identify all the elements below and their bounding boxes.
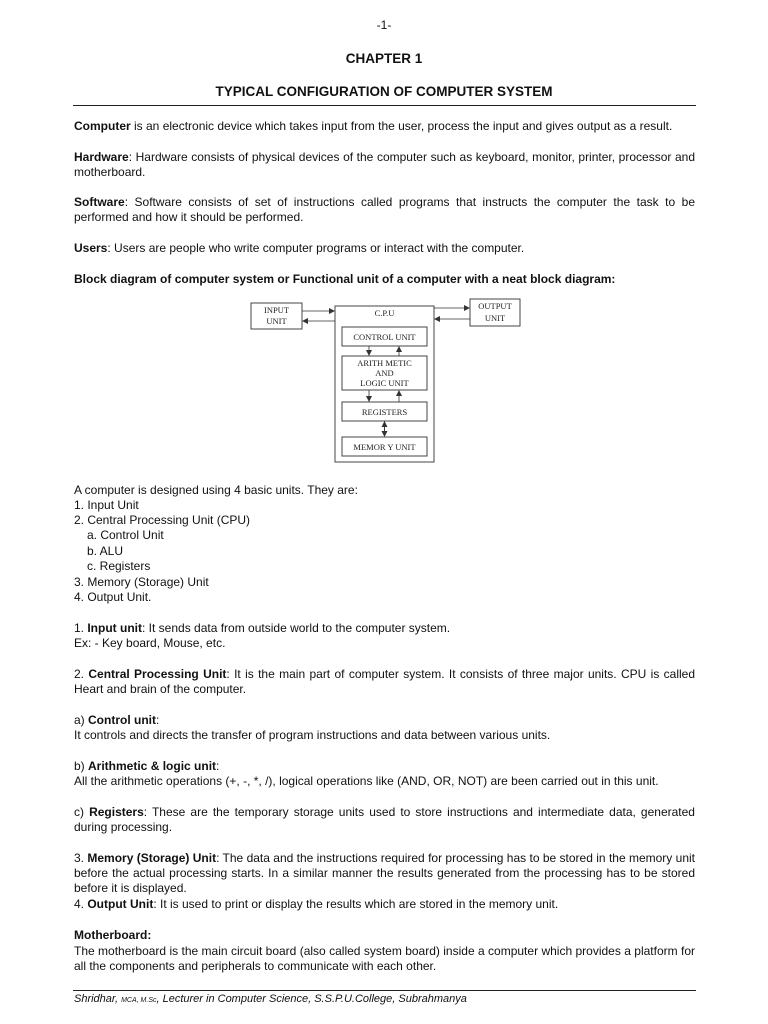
def-term: Computer [74,119,131,133]
alu-heading [74,759,219,774]
def-term: Hardware [74,150,129,164]
page-number: -1- [376,18,392,32]
list-item: 2. Central Processing Unit (CPU) [74,513,251,527]
registers-desc [74,805,695,835]
item-text: : The data and the instructions required for processing has to be stored in the memory unit before the actual processing starts. In a similar manner the results generated from the processing has to be stored before it is displayed. [74,851,695,895]
list-item: 3. Memory (Storage) Unit [74,575,209,589]
input-unit-desc [74,621,450,636]
def-text: : Hardware consists of physical devices of the computer such as keyboard, monitor, printer, processor and motherboard. [74,150,695,179]
def-term: Software [74,195,125,209]
item-prefix: 3. [74,851,88,865]
alu-label: ARITH METIC [357,358,412,368]
registers-label: REGISTERS [361,407,408,417]
input-unit-label: INPUT [263,305,290,315]
item-term: Output Unit [87,897,154,911]
footer-degrees: MCA, M.Sc [121,997,157,1004]
item-term: Input unit [87,621,142,635]
alu-label: LOGIC UNIT [360,378,409,388]
item-prefix: 2. [74,667,89,681]
item-text: : It sends data from outside world to the computer system. [142,621,451,635]
title-rule [73,105,696,106]
cpu-label: C.P.U [374,308,395,318]
item-text: : It is the main part of computer system. It consists of three major units. CPU is called Heart and brain of the computer. [74,667,696,696]
motherboard-desc: The motherboard is the main circuit board (also called system board) inside a computer which provides a platform for all the components and peripherals to communicate with each other. [74,944,695,973]
cpu-desc [74,667,695,697]
control-unit-heading [74,713,159,728]
list-item: 1. Input Unit [74,498,139,512]
motherboard-heading: Motherboard: [74,928,152,942]
alu-desc: All the arithmetic operations (+, -, *, /), logical operations like (AND, OR, NOT) are been carried out in this unit. [74,774,659,788]
def-computer [74,119,695,134]
list-item: a. Control Unit [87,528,164,542]
footer [74,993,467,1005]
item-suffix: : [156,713,160,727]
def-users [74,241,695,256]
units-intro: A computer is designed using 4 basic units. They are: [74,483,358,497]
item-term: Memory (Storage) Unit [87,851,217,865]
control-unit-label: CONTROL UNIT [353,332,416,342]
memory-unit-desc [74,851,695,896]
page-title: TYPICAL CONFIGURATION OF COMPUTER SYSTEM [215,84,553,99]
item-prefix: 4. [74,897,88,911]
def-text: : Software consists of set of instructions called programs that instructs the computer the task to be performed and how it should be performed. [74,195,695,224]
control-unit-desc: It controls and directs the transfer of program instructions and data between various units. [74,728,551,742]
item-prefix: b) [74,759,89,773]
item-prefix: c) [74,805,90,819]
list-item: c. Registers [87,559,151,573]
chapter-heading: CHAPTER 1 [345,51,423,66]
item-term: Arithmetic & logic unit [88,759,217,773]
item-prefix: a) [74,713,89,727]
item-term: Control unit [88,713,156,727]
def-term: Users [74,241,108,255]
item-text: : These are the temporary storage units used to store instructions and intermediate data, generated during processing. [74,805,695,834]
footer-rule [73,990,696,991]
output-unit-label: OUTPUT [478,301,512,311]
list-item: b. ALU [87,544,124,558]
list-item: 4. Output Unit. [74,590,152,604]
def-hardware [74,150,695,180]
item-text: : It is used to print or display the results which are stored in the memory unit. [153,897,559,911]
def-text: is an electronic device which takes input from the user, process the input and gives output as a result. [130,119,673,133]
item-suffix: : [216,759,220,773]
output-unit-desc [74,897,558,912]
memory-unit-label: MEMOR Y UNIT [353,442,416,452]
item-term: Registers [89,805,144,819]
input-unit-label: UNIT [266,316,287,326]
footer-text: , Lecturer in Computer Science, S.S.P.U.College, Subrahmanya [156,993,467,1005]
item-term: Central Processing Unit [88,667,227,681]
item-prefix: 1. [74,621,88,635]
output-unit-label: UNIT [484,313,506,323]
input-unit-example: Ex: - Key board, Mouse, etc. [74,636,226,650]
def-text: : Users are people who write computer programs or interact with the computer. [107,241,525,255]
alu-label: AND [375,368,394,378]
def-software [74,195,695,225]
footer-name: Shridhar, [74,993,122,1005]
block-diagram [0,295,768,470]
block-diagram-heading: Block diagram of computer system or Functional unit of a computer with a neat block diagram: [74,272,616,286]
